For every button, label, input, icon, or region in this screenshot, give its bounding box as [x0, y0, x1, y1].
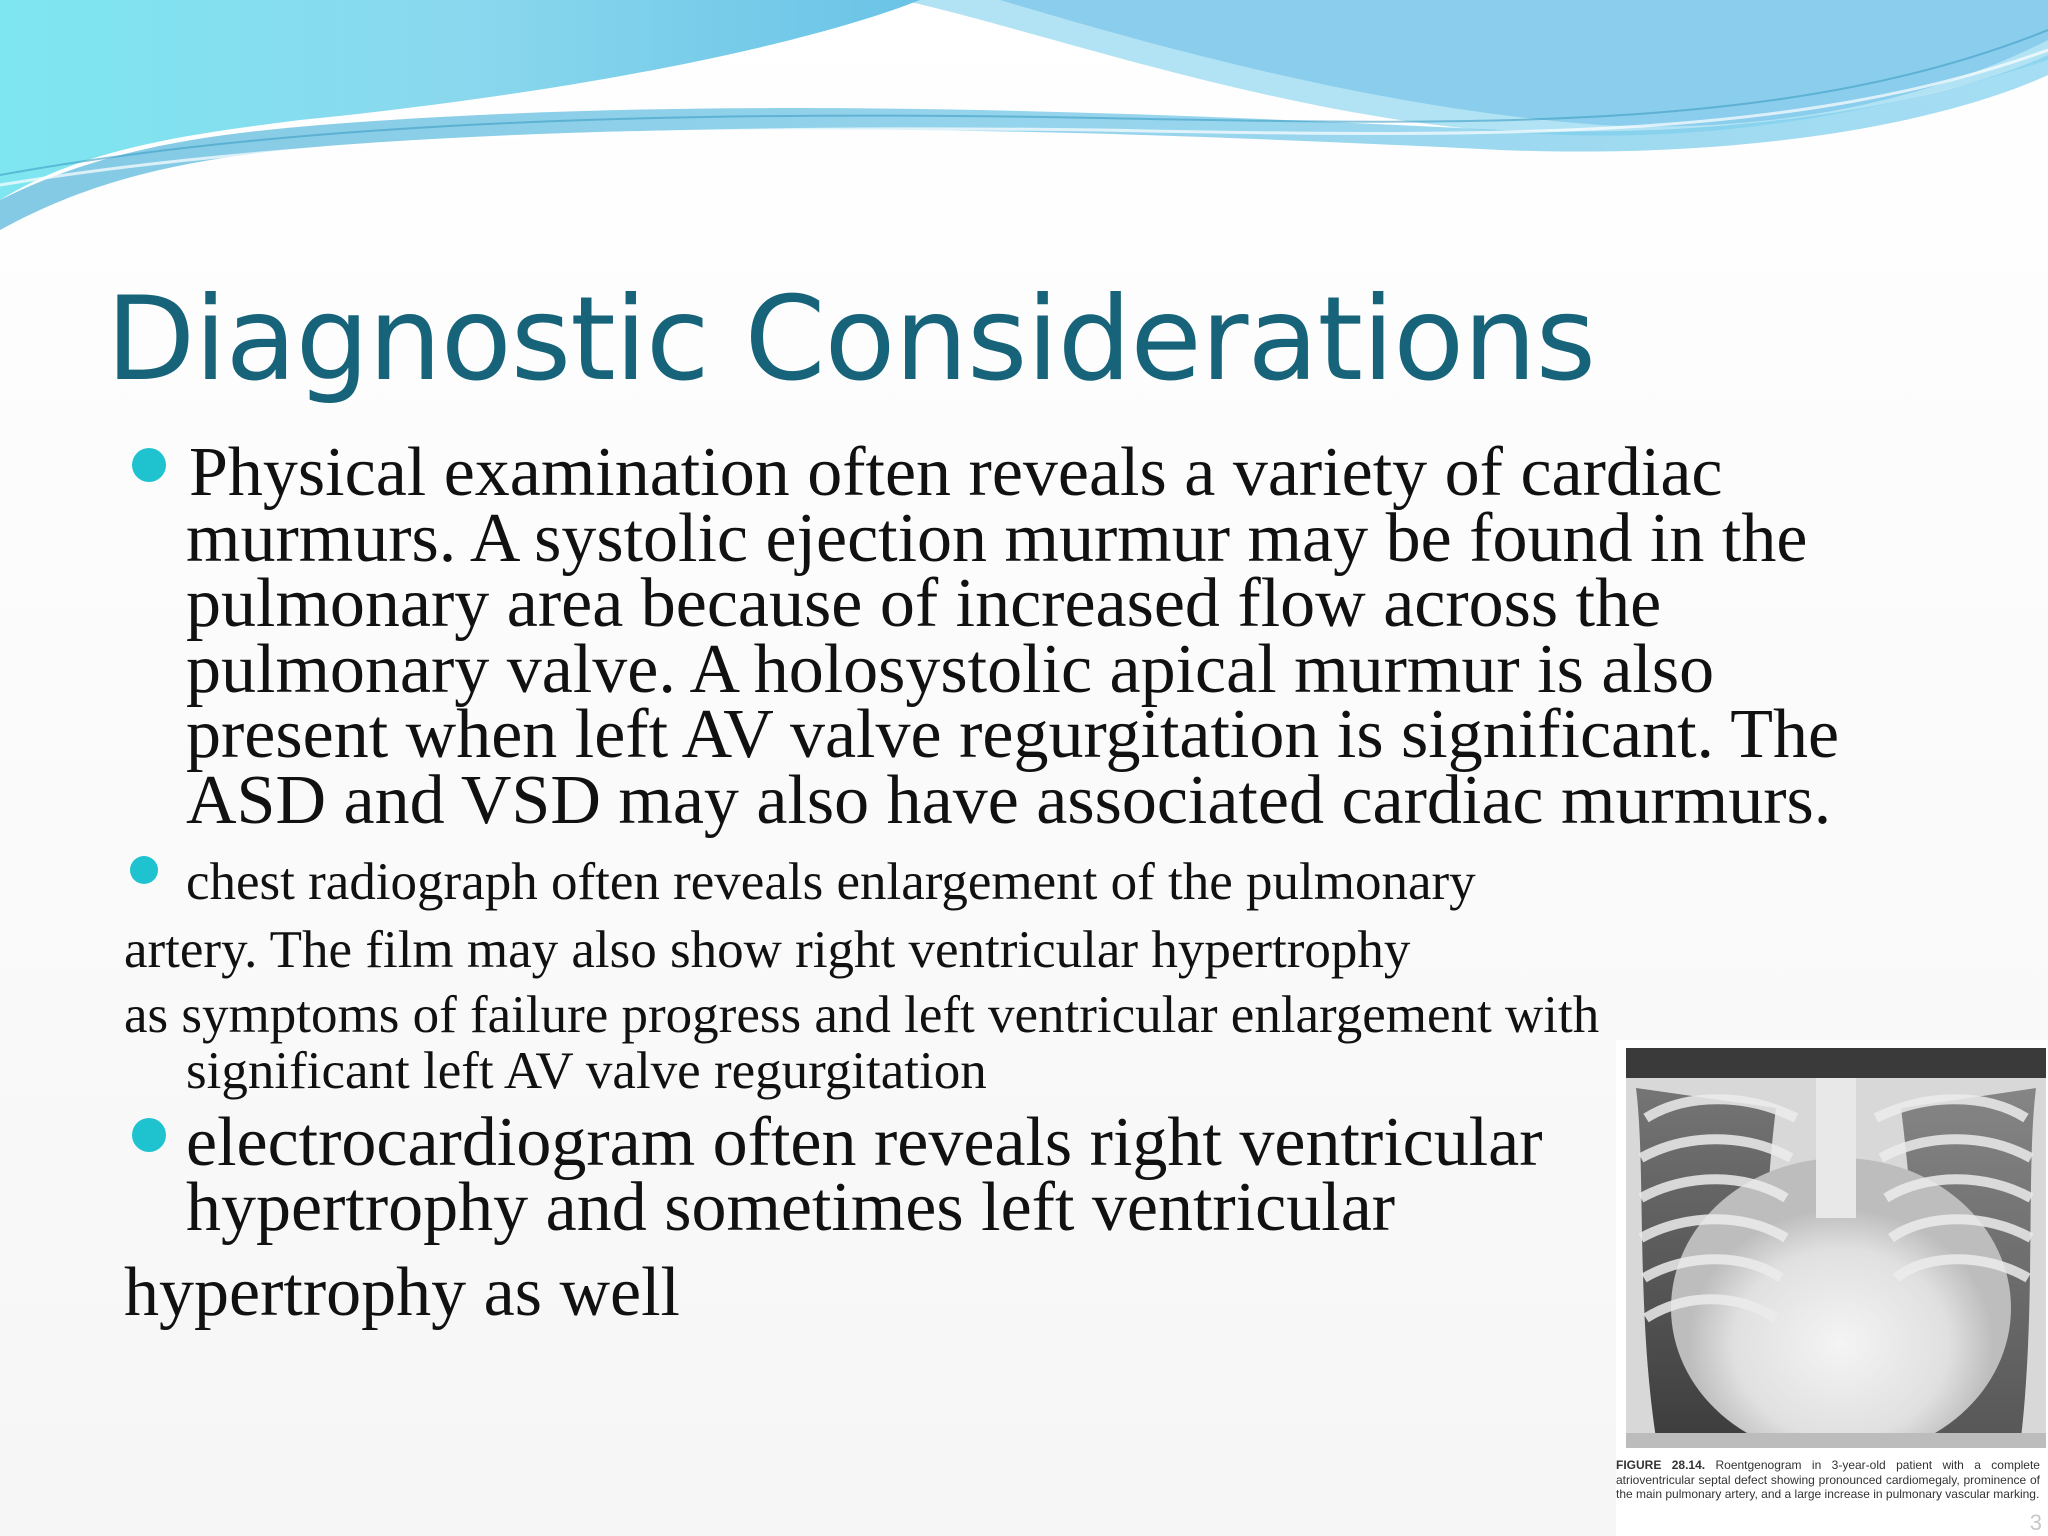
bullet-line: significant left AV valve regurgitation [186, 1042, 987, 1100]
bullet-icon [132, 448, 166, 482]
bullet-icon [132, 1118, 166, 1152]
bullet-line: pulmonary valve. A holosystolic apical murmur is also [186, 630, 1715, 708]
bullet-line: pulmonary area because of increased flow across the [186, 565, 1662, 642]
bullet-line: electrocardiogram often reveals right ventricular [186, 1104, 1543, 1181]
xray-figure [1616, 1040, 2048, 1536]
header-wave-decoration [0, 0, 2048, 240]
figure-caption-label: FIGURE 28.14. [1616, 1458, 1706, 1472]
figure-caption [1616, 1458, 2040, 1502]
bullet-line: ASD and VSD may also have associated cardiac murmurs. [186, 761, 1832, 839]
bullet-physical-exam [186, 434, 1946, 839]
page-mark: 3 [2029, 1510, 2042, 1535]
bullet-electrocardiogram [124, 1104, 1606, 1331]
bullet-line: as symptoms of failure progress and left ventricular enlargement with [124, 986, 1600, 1044]
bullet-line: murmurs. A systolic ejection murmur may be found in the [186, 499, 1808, 577]
chest-xray-image [1626, 1048, 2046, 1448]
slide-title: Diagnostic Considerations [106, 272, 1596, 407]
figure-caption-text: Roentgenogram in 3-year-old patient with a complete atrioventricular septal defect showing pronounced cardiomegaly, prominence of the main pulmonary artery, and a large increase in pulmonary vascular marking. [1616, 1458, 2040, 1501]
bullet-line: artery. The film may also show right ventricular hypertrophy [124, 921, 1411, 979]
bullet-line: chest radiograph often reveals enlargement of the pulmonary [186, 853, 1476, 911]
bullet-line: Physical examination often reveals a variety of cardiac [189, 434, 1723, 511]
bullet-line: hypertrophy as well [124, 1254, 680, 1331]
bullet-line: hypertrophy and sometimes left ventricular [186, 1169, 1396, 1246]
bullet-line: present when left AV valve regurgitation is significant. The [186, 696, 1840, 773]
